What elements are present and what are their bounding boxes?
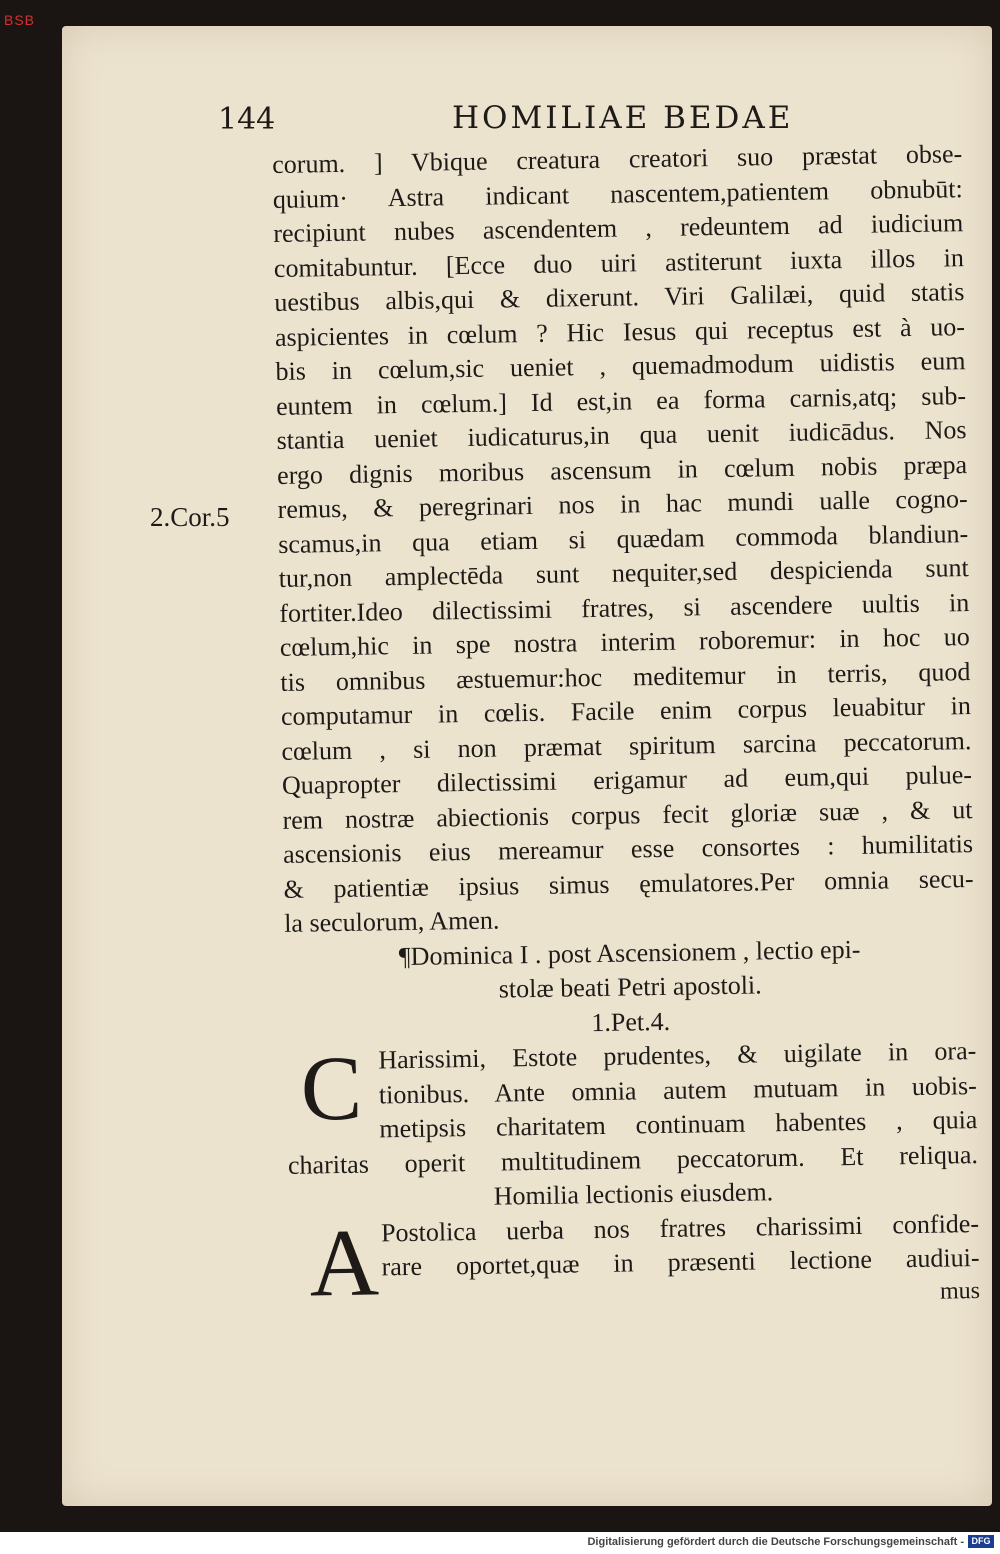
running-head: HOMILIAE BEDAE (452, 100, 794, 136)
dfg-logo: DFG (968, 1535, 994, 1548)
body-line: cœlum , si non præmat spiritum sarcina peccatorum. (281, 725, 972, 766)
body-line: tis omnibus æstuemur:hoc meditemur in terris, quod (280, 656, 971, 697)
section-heading: ¶Dominica I . post Ascensionem , lectio epi- (398, 934, 861, 971)
homily-line: rare oportet,quæ in præsenti lectione audiui- (381, 1243, 980, 1282)
epistle-section (286, 1034, 978, 1183)
drop-cap: A (308, 1207, 380, 1317)
body-line: bis in cœlum,sic ueniet , quemadmodum uidistis eum (275, 346, 966, 386)
body-line: Quapropter dilectissimi erigamur ad eum,qui pulue- (281, 760, 973, 800)
body-line: tur,non amplectēda sunt nequiter,sed despicienda sunt (278, 553, 969, 593)
homily-heading: Homilia lectionis eiusdem. (493, 1177, 774, 1211)
body-line: ascensionis eius mereamur esse consortes : humilitatis (282, 829, 974, 869)
homily-section (289, 1207, 980, 1317)
body-line: ergo dignis moribus ascensum in cœlum nobis præpa (276, 449, 968, 490)
body-line: comitabuntur. [Ecce duo uiri astiterunt iuxta illos in (273, 242, 965, 283)
body-line: uestibus albis,qui & dixerunt. Viri Galilæi, quid statis (274, 277, 965, 317)
body-line: rem nostræ abiectionis corpus fecit gloriæ suæ , & ut (282, 794, 973, 835)
body-line: computamur in cœlis. Facile enim corpus leuabitur in (280, 691, 972, 731)
page-number: 144 (218, 102, 276, 137)
body-line: cœlum,hic in spe nostra interim roboremur: in hoc uo (279, 622, 970, 662)
section-heading: stolæ beati Petri apostoli. (498, 970, 762, 1004)
body-line: scamus,in qua etiam si quædam commoda blandiun- (277, 518, 969, 559)
body-line: recipiunt nubes ascendentem , redeuntem ad iudicium (273, 208, 964, 248)
scripture-reference: 1.Pet.4. (591, 1006, 671, 1037)
body-line: stantia ueniet iudicaturus,in qua uenit iudicādus. Nos (276, 415, 967, 455)
epistle-line: charitas operit multitudinem peccatorum. Et reliqua. (287, 1139, 979, 1180)
body-line: la seculorum, Amen. (283, 905, 500, 938)
body-line: aspicientes in cœlum ? Hic Iesus qui receptus est à uo- (274, 311, 966, 352)
margin-note: 2.Cor.5 (150, 502, 230, 532)
epistle-line: Harissimi, Estote prudentes, & uigilate in ora- (378, 1036, 977, 1075)
footer-credit: Digitalisierung gefördert durch die Deutsche Forschungsgemeinschaft - (587, 1536, 964, 1548)
epistle-line: tionibus. Ante omnia autem mutuam in uobis- (378, 1070, 978, 1109)
epistle-line: metipsis charitatem continuam habentes , quia (379, 1105, 978, 1144)
body-line: remus, & peregrinari nos in hac mundi ualle cogno- (277, 484, 968, 524)
body-line: fortiter.Ideo dilectissimi fratres, si ascendere uultis in (279, 587, 970, 628)
library-logo: BSB (4, 12, 36, 28)
drop-cap: C (299, 1036, 363, 1140)
homily-line: Postolica uerba nos fratres charissimi confide- (380, 1208, 980, 1247)
body-line: euntem in cœlum.] Id est,in ea forma carnis,atq; sub- (275, 380, 967, 421)
text-block (272, 137, 980, 1316)
body-line: & patientiæ ipsius simus ęmulatores.Per omnia secu- (283, 863, 974, 904)
body-line: quium· Astra indicant nascentem,patientem obnubūt: (272, 173, 963, 214)
body-line: corum. ] Vbique creatura creatori suo præstat obse- (272, 139, 963, 179)
catchword: mus (939, 1277, 981, 1305)
